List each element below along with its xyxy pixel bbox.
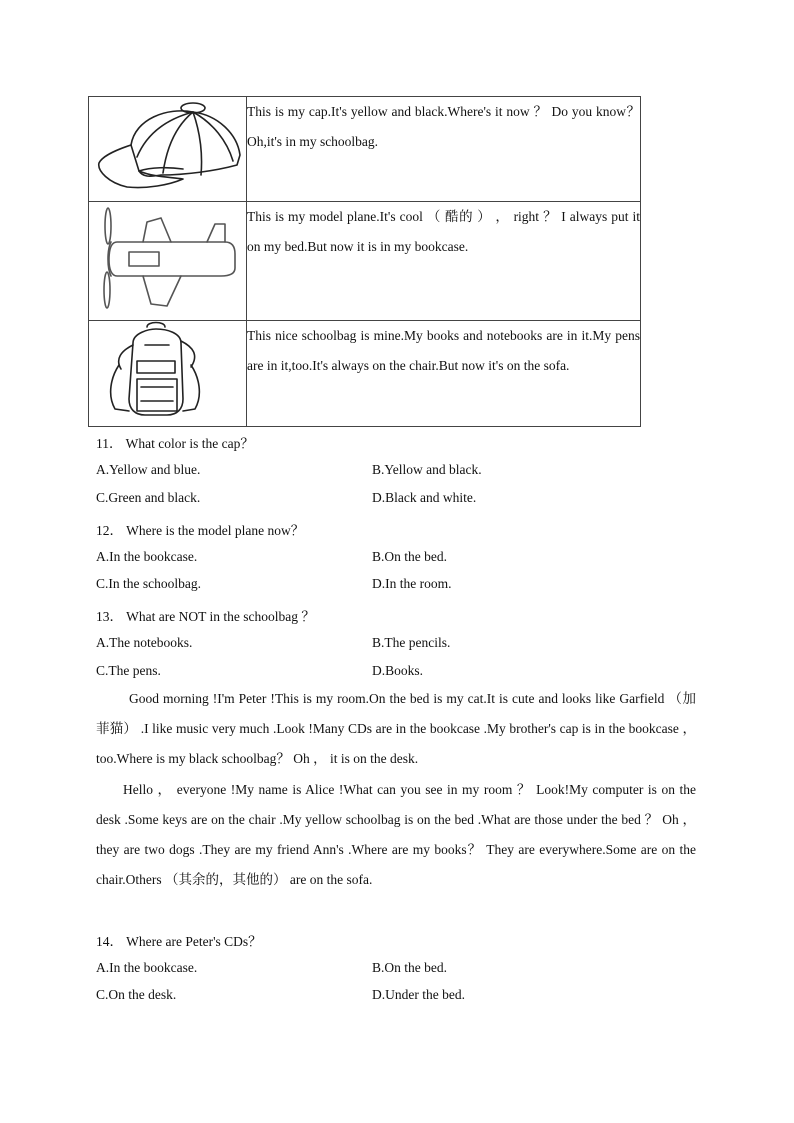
schoolbag-drawing (89, 321, 246, 425)
model-plane-description: This is my model plane.It's cool （ 酷的 ） ， right ？ I always put it on my bed.But now it is in my bookcase. (247, 202, 641, 321)
q12-option-d[interactable]: D.In the room. (372, 576, 452, 591)
table-row (89, 202, 641, 321)
q14-option-d[interactable]: D.Under the bed. (372, 987, 465, 1002)
passage-paragraph-peter (96, 684, 696, 774)
cap-illustration (89, 97, 247, 202)
schoolbag-illustration (89, 321, 247, 427)
passage-text: Good morning !I'm Peter !This is my room.On the bed is my cat.It is cute and looks like Garfield （加菲猫） .I like music very much .Look !Many CDs are in the bookcase .My brother's cap is in the bookcase ， too.Where is my black schoolbag？ Oh ， it is on the desk. (96, 691, 696, 766)
table-row (89, 97, 641, 202)
q13-option-c[interactable]: C.The pens. (96, 663, 161, 678)
q12-option-b[interactable]: B.On the bed. (372, 549, 447, 564)
q11-option-a[interactable]: A.Yellow and blue. (96, 462, 201, 477)
q14-option-a[interactable]: A.In the bookcase. (96, 960, 198, 975)
description-table (88, 96, 641, 427)
q12-option-c[interactable]: C.In the schoolbag. (96, 576, 201, 591)
question-13: 13． What are NOT in the schoolbag ？ (96, 609, 315, 624)
question-12: 12． Where is the model plane now？ (96, 523, 305, 538)
passage-text: Hello ， everyone !My name is Alice !What can you see in my room ？ Look!My computer is on the desk .Some keys are on the chair .My yellow schoolbag is on the bed .What are those under the bed ？ Oh ， they are two dogs .They are my friend Ann's .Where are my books？ They are everywhere.Some are on the chair.Others （其余的，其他的） are on the sofa. (96, 782, 696, 887)
schoolbag-description: This nice schoolbag is mine.My books and notebooks are in it.My pens are in it,too.It's always on the chair.But now it's on the sofa. (247, 321, 641, 427)
cap-description: This is my cap.It's yellow and black.Where's it now ？ Do you know？ Oh,it's in my schoolbag. (247, 97, 641, 202)
q14-option-b[interactable]: B.On the bed. (372, 960, 447, 975)
q11-option-c[interactable]: C.Green and black. (96, 490, 201, 505)
passage-paragraph-alice (96, 775, 696, 895)
question-14: 14． Where are Peter's CDs？ (96, 934, 262, 949)
model-plane-illustration (89, 202, 247, 321)
q12-option-a[interactable]: A.In the bookcase. (96, 549, 198, 564)
q13-option-b[interactable]: B.The pencils. (372, 635, 451, 650)
model-plane-drawing (89, 202, 246, 319)
table-row (89, 321, 641, 427)
q13-option-d[interactable]: D.Books. (372, 663, 424, 678)
q13-option-a[interactable]: A.The notebooks. (96, 635, 193, 650)
q11-option-b[interactable]: B.Yellow and black. (372, 462, 482, 477)
question-11: 11． What color is the cap？ (96, 436, 254, 451)
q14-option-c[interactable]: C.On the desk. (96, 987, 177, 1002)
cap-drawing (89, 97, 246, 200)
q11-option-d[interactable]: D.Black and white. (372, 490, 477, 505)
